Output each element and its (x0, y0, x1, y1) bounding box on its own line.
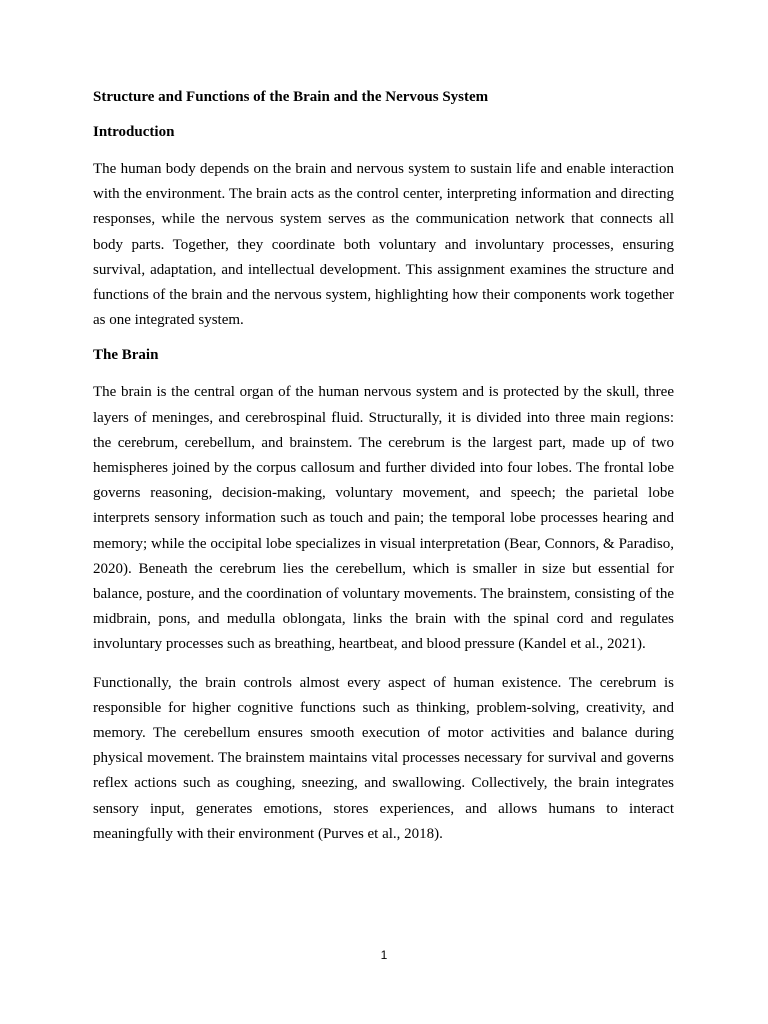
document-body (93, 88, 674, 860)
section-introduction (93, 123, 674, 333)
paragraph: Functionally, the brain controls almost every aspect of human existence. The cerebrum is responsible for higher cognitive functions such as thinking, problem-solving, creativity, and memory. The cerebellum ensures smooth execution of motor activities and balance during physical movement. The brainstem maintains vital processes necessary for survival and governs reflex actions such as coughing, sneezing, and swallowing. Collectively, the brain integrates sensory input, generates emotions, stores experiences, and allows humans to interact meaningfully with their environment (Purves et al., 2018). (93, 674, 674, 842)
section-heading-introduction: Introduction (93, 124, 175, 140)
paragraph: The brain is the central organ of the human nervous system and is protected by the skull, three layers of meninges, and cerebrospinal fluid. Structurally, it is divided into three main regions: the cerebrum, cerebellum, and brainstem. The cerebrum is the largest part, made up of two hemispheres joined by the corpus callosum and further divided into four lobes. The frontal lobe governs reasoning, decision-making, voluntary movement, and speech; the parietal lobe interprets sensory information such as touch and pain; the temporal lobe processes hearing and memory; while the occipital lobe specializes in visual interpretation (Bear, Connors, & Paradiso, 2020). Beneath the cerebrum lies the cerebellum, which is smaller in size but essential for balance, posture, and the coordination of voluntary movements. The brainstem, consisting of the midbrain, pons, and medulla oblongata, links the brain with the spinal cord and regulates involuntary processes such as breathing, heartbeat, and blood pressure (Kandel et al., 2021). (93, 384, 674, 653)
page-number: 1 (380, 948, 388, 962)
paragraph: The human body depends on the brain and nervous system to sustain life and enable interaction with the environment. The brain acts as the control center, interpreting information and directing responses, while the nervous system serves as the communication network that connects all body parts. Together, they coordinate both voluntary and involuntary processes, ensuring survival, adaptation, and intellectual development. This assignment examines the structure and functions of the brain and the nervous system, highlighting how their components work together as one integrated system. (93, 161, 674, 329)
document-title: Structure and Functions of the Brain and the Nervous System (93, 89, 489, 105)
section-the-brain (93, 346, 674, 847)
section-heading-the-brain: The Brain (93, 347, 159, 364)
